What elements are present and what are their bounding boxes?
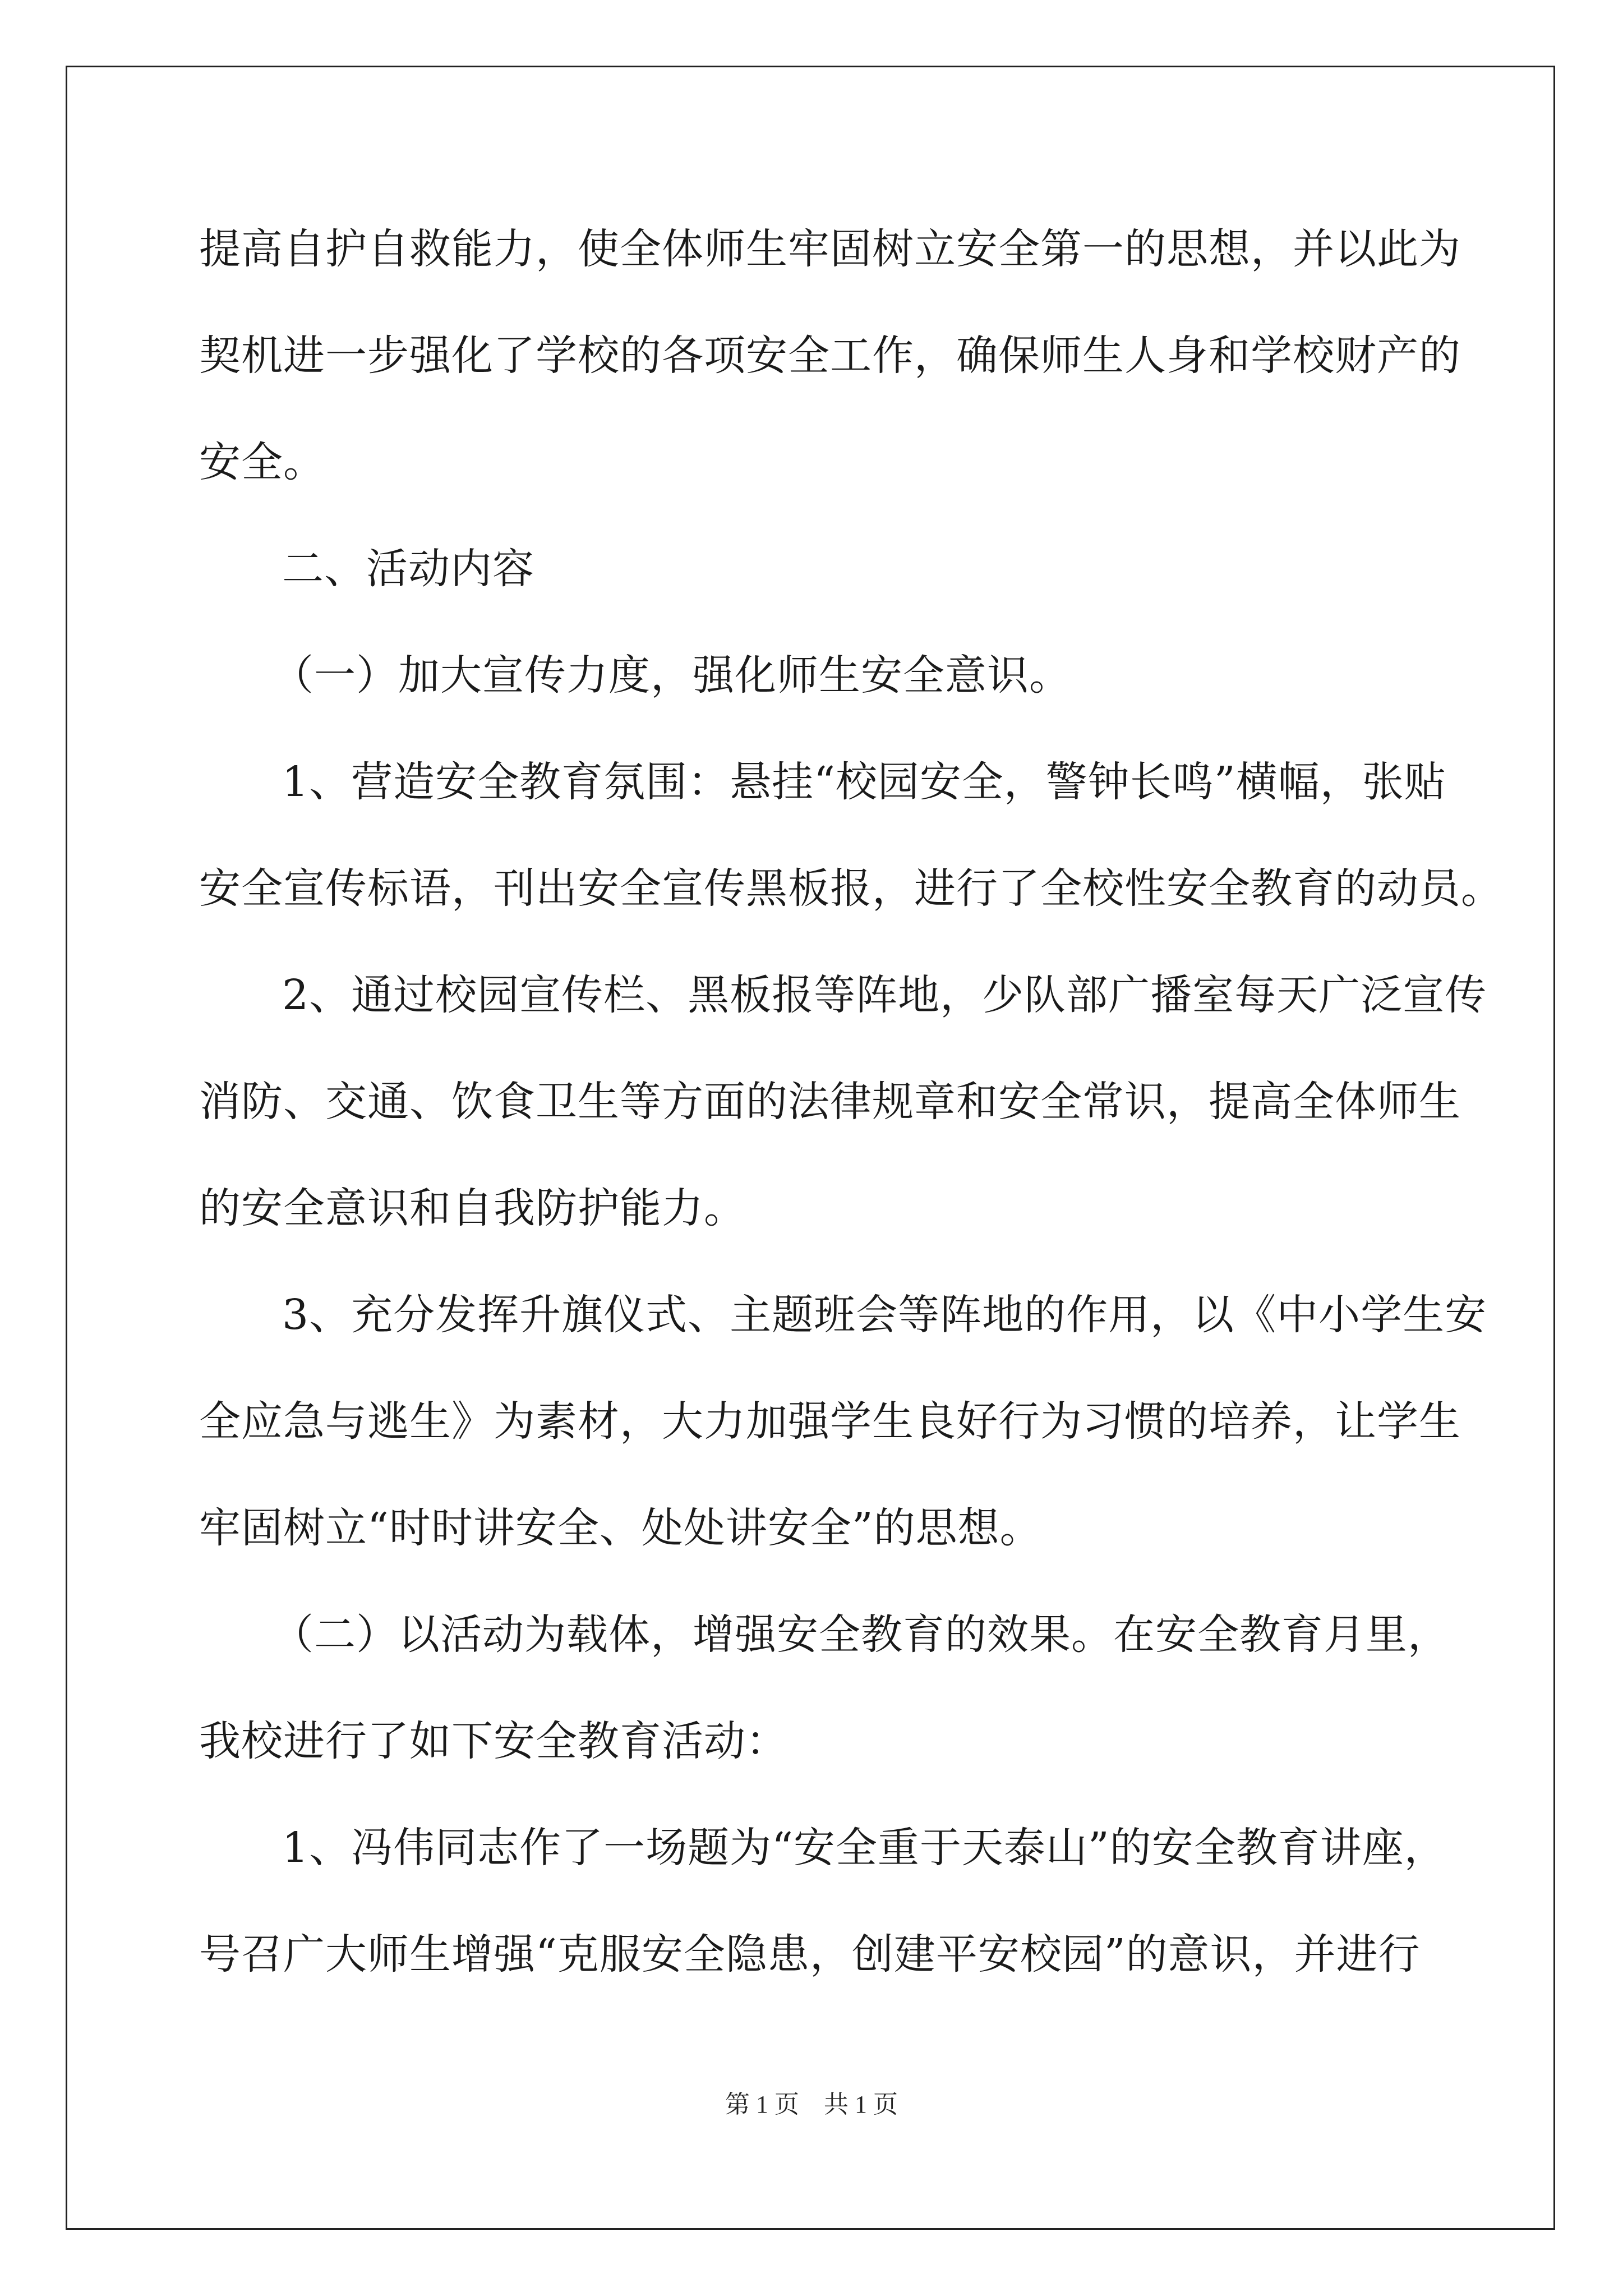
paragraph-line: 1、冯伟同志作了一场题为“安全重于天泰山”的安全教育讲座， [282,1824,1446,1872]
paragraph-line: 提高自护自救能力，使全体师生牢固树立安全第一的思想，并以此为 [199,225,1461,273]
subsection-heading: （二）以活动为载体，增强安全教育的效果。在安全教育月里， [272,1611,1450,1659]
paragraph-line: 的安全意识和自我防护能力。 [199,1184,746,1232]
paragraph-line: 牢固树立“时时讲安全、处处讲安全”的思想。 [199,1504,1042,1552]
paragraph-line: 安全宣传标语，刊出安全宣传黑板报，进行了全校性安全教育的动员。 [199,864,1503,913]
paragraph-line: 全应急与逃生》为素材，大力加强学生良好行为习惯的培养，让学生 [199,1397,1461,1446]
paragraph-line: 2、通过校园宣传栏、黑板报等阵地，少队部广播室每天广泛宣传 [282,971,1487,1019]
paragraph-line: 我校进行了如下安全教育活动： [199,1717,788,1765]
paragraph-line: 1、营造安全教育氛围：悬挂“校园安全，警钟长鸣”横幅，张贴 [282,758,1446,806]
page-footer: 第 1 页 共 1 页 [725,2091,898,2118]
page-border [66,66,1555,2230]
paragraph-line: 安全。 [199,438,325,486]
subsection-heading: （一）加大宣传力度，强化师生安全意识。 [272,651,1071,700]
paragraph-line: 3、充分发挥升旗仪式、主题班会等阵地的作用，以《中小学生安 [282,1291,1487,1339]
paragraph-line: 契机进一步强化了学校的各项安全工作，确保师生人身和学校财产的 [199,332,1461,380]
paragraph-line: 消防、交通、饮食卫生等方面的法律规章和安全常识，提高全体师生 [199,1078,1461,1126]
section-heading: 二、活动内容 [282,545,534,593]
paragraph-line: 号召广大师生增强“克服安全隐患，创建平安校园”的意识，并进行 [199,1930,1421,1978]
